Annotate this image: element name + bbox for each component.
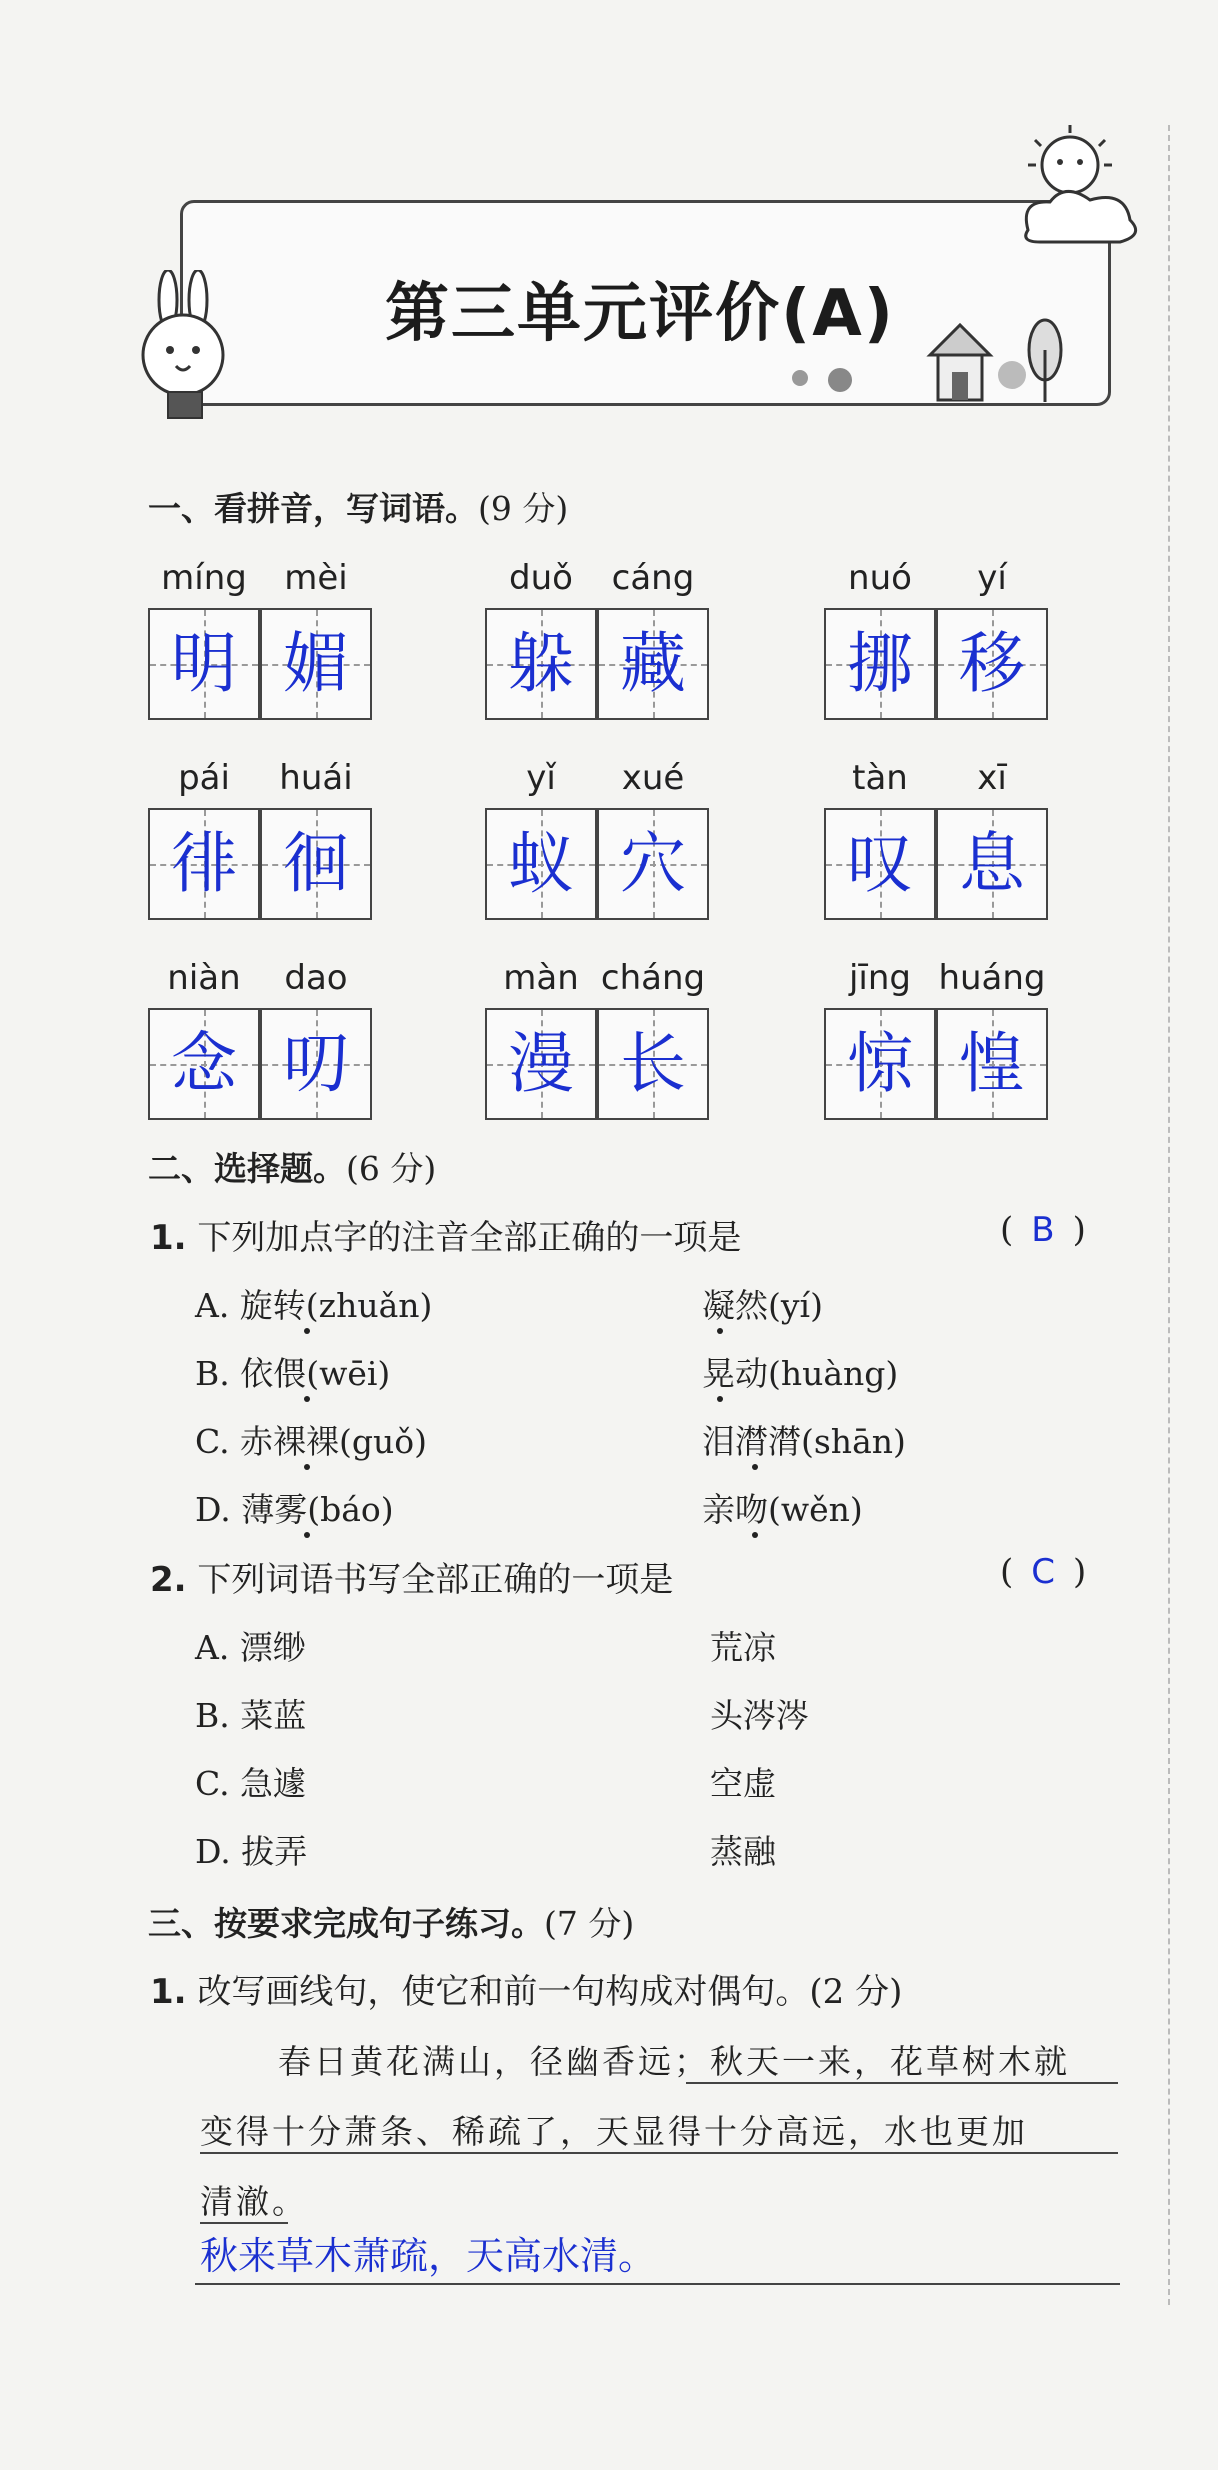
answer-character: 徘 [171,825,237,902]
option-d-left: D. 薄雾(báo) [195,1490,394,1529]
answer-character: 穴 [620,825,686,902]
pinyin-label: cáng [611,558,695,598]
answer-box-2-2: ( C ) [1000,1552,1087,1592]
answer-line [195,2283,1120,2285]
option-b-left: B. 依偎(wēi) [195,1354,391,1393]
option-b-left: B. 菜蓝 [195,1696,307,1735]
pinyin-label: yí [977,558,1007,598]
option-a-left: A. 漂缈 [195,1628,306,1667]
pinyin-label: dao [284,958,348,998]
emphasis-dot [717,1328,723,1334]
tianzige-cell [485,808,597,920]
answer-character: 惊 [847,1025,913,1102]
answer-character: 漫 [508,1025,574,1102]
binding-fold-line [1168,125,1170,2305]
pinyin-label: míng [161,558,247,598]
tianzige-cell [260,808,372,920]
option-d-right: 蒸融 [710,1832,776,1871]
pinyin-label: niàn [167,958,241,998]
answer-character: 躲 [508,625,574,702]
answer-character: 长 [620,1025,686,1102]
emphasis-dot [304,1328,310,1334]
pinyin-label: huáng [938,958,1046,998]
section-3-heading: 三、按要求完成句子练习。(7 分) [148,1904,635,1943]
answer-character: 挪 [847,625,913,702]
pinyin-label: tàn [852,758,908,798]
tianzige-cell [485,1008,597,1120]
emphasis-dot [304,1532,310,1538]
answer-character: 息 [959,825,1025,902]
handwritten-answer: 秋来草木萧疏，天高水清。 [200,2234,657,2278]
answer-character: 蚁 [508,825,574,902]
option-d-right: 亲吻(wěn) [702,1490,863,1529]
answer-character: 念 [171,1025,237,1102]
pinyin-label: xué [621,758,685,798]
sentence-line-2: 变得十分萧条、稀疏了，天显得十分高远，水也更加 [200,2112,1028,2151]
question-2-2: 2. 下列词语书写全部正确的一项是 [150,1560,674,1600]
tianzige-cell [260,1008,372,1120]
answer-character: 藏 [620,625,686,702]
underline [686,2082,1118,2084]
section-2-heading: 二、选择题。(6 分) [148,1149,437,1188]
sentence-line-3: 清澈。 [200,2182,308,2221]
answer-character: 徊 [283,825,349,902]
tianzige-cell [824,608,936,720]
emphasis-dot [304,1464,310,1470]
emphasis-dot [752,1464,758,1470]
sentence-line-1: 春日黄花满山，径幽香远；秋天一来，花草树木就 [278,2042,1070,2081]
option-a-right: 荒凉 [710,1628,776,1667]
answer-character: 媚 [283,625,349,702]
option-c-left: C. 赤裸裸(guǒ) [195,1422,428,1461]
emphasis-dot [717,1396,723,1402]
tianzige-cell [485,608,597,720]
tianzige-cell [936,808,1048,920]
answer-character: 明 [171,625,237,702]
section-1-heading: 一、看拼音，写词语。(9 分) [148,489,569,528]
answer-box-2-1: ( B ) [1000,1210,1086,1250]
option-c-right: 空虚 [710,1764,776,1803]
pinyin-label: nuó [848,558,912,598]
rabbit-icon [130,270,240,430]
emphasis-dot [752,1532,758,1538]
tianzige-cell [936,1008,1048,1120]
tianzige-cell [260,608,372,720]
tianzige-cell [597,1008,709,1120]
tianzige-cell [148,808,260,920]
question-3-1: 1. 改写画线句，使它和前一句构成对偶句。(2 分) [150,1972,903,2012]
pinyin-label: mèi [284,558,348,598]
page-title: 第三单元评价(A) [384,277,896,351]
option-c-left: C. 急遽 [195,1764,307,1803]
sun-cloud-icon [1010,120,1150,250]
pinyin-label: huái [279,758,353,798]
underline [200,2222,288,2224]
pinyin-label: duǒ [509,558,573,598]
pinyin-label: jīng [848,958,912,998]
option-b-right: 晃动(huàng) [702,1354,899,1393]
pinyin-label: yǐ [526,758,556,798]
underline [200,2152,1118,2154]
option-a-right: 凝然(yí) [702,1286,823,1325]
option-b-right: 头涔涔 [710,1696,809,1735]
tianzige-cell [824,1008,936,1120]
answer-character: 叹 [847,825,913,902]
emphasis-dot [304,1396,310,1402]
tianzige-cell [148,608,260,720]
pinyin-label: cháng [600,958,706,998]
pinyin-label: màn [503,958,579,998]
option-a-left: A. 旋转(zhuǎn) [195,1286,433,1325]
answer-character: 惶 [959,1025,1025,1102]
tianzige-cell [936,608,1048,720]
pinyin-label: pái [178,758,230,798]
pinyin-label: xī [977,758,1007,798]
question-2-1: 1. 下列加点字的注音全部正确的一项是 [150,1218,742,1258]
answer-character: 移 [959,625,1025,702]
tianzige-cell [597,608,709,720]
option-d-left: D. 拔弄 [195,1832,308,1871]
tianzige-cell [597,808,709,920]
tianzige-cell [148,1008,260,1120]
tianzige-cell [824,808,936,920]
option-c-right: 泪潸潸(shān) [702,1422,906,1461]
answer-character: 叨 [283,1025,349,1102]
